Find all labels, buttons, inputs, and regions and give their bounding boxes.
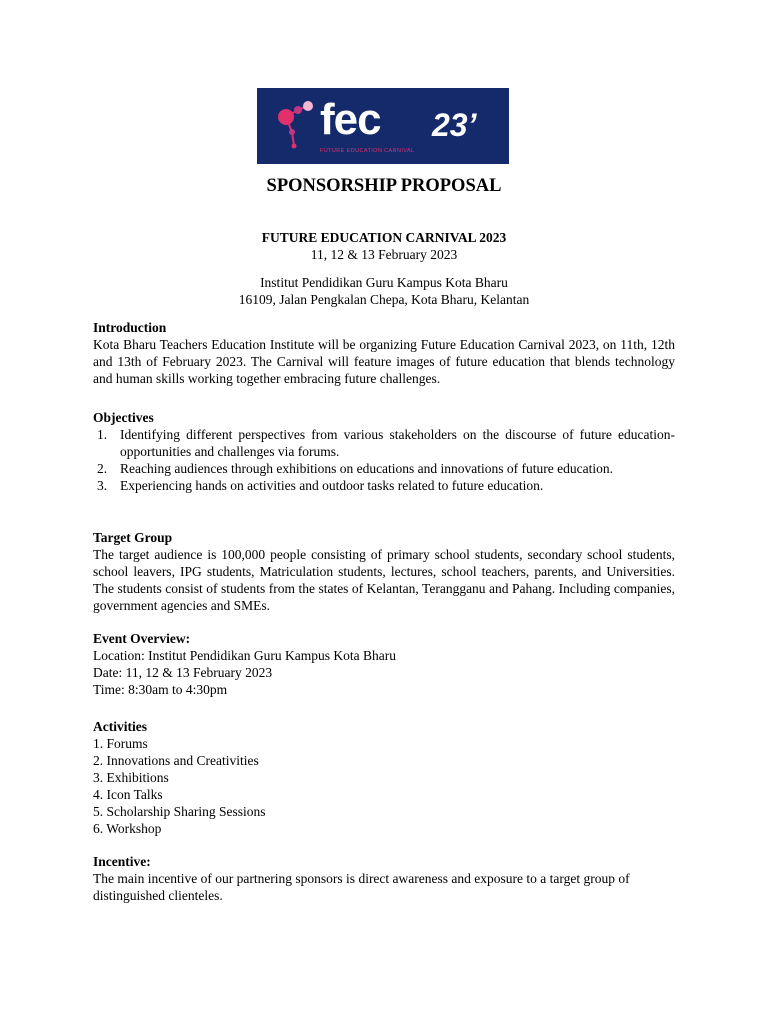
- target-group-text: The target audience is 100,000 people consisting of primary school students, secondary school students, school leavers, IPG students, Matriculation students, lectures, school teachers, parents, and Universities. The students consist of students from the states of Kelantan, Terangganu and Pahang. Including companies, government agencies and SMEs.: [93, 547, 675, 613]
- list-text: Identifying different perspectives from various stakeholders on the discourse of future education-opportunities and challenges via forums.: [120, 427, 675, 459]
- objectives-section: [93, 409, 675, 494]
- introduction-heading: Introduction: [93, 320, 167, 335]
- logo-year: 23’: [432, 107, 477, 143]
- list-item: 4. Icon Talks: [93, 787, 163, 802]
- logo-wordmark: fec: [320, 95, 381, 144]
- event-dates: 11, 12 & 13 February 2023: [310, 247, 458, 262]
- activities-section: [93, 718, 675, 837]
- venue-line-2: 16109, Jalan Pengkalan Chepa, Kota Bharu, Kelantan: [238, 292, 530, 307]
- activities-heading: Activities: [93, 719, 147, 734]
- fec-logo: [257, 88, 509, 164]
- incentive-text: The main incentive of our partnering sponsors is direct awareness and exposure to a target group of distinguished clienteles.: [93, 871, 630, 903]
- list-item: 3. Exhibitions: [93, 770, 169, 785]
- list-text: Experiencing hands on activities and outdoor tasks related to future education.: [120, 478, 544, 493]
- incentive-section: [93, 853, 658, 904]
- list-text: Reaching audiences through exhibitions on educations and innovations of future education.: [120, 461, 614, 476]
- event-time: Time: 8:30am to 4:30pm: [93, 682, 228, 697]
- event-location: Location: Institut Pendidikan Guru Kampus Kota Bharu: [93, 648, 396, 663]
- objectives-heading: Objectives: [93, 410, 154, 425]
- venue-line-1: Institut Pendidikan Guru Kampus Kota Bharu: [260, 275, 508, 290]
- target-group-heading: Target Group: [93, 530, 173, 545]
- list-number: 1.: [97, 427, 108, 442]
- list-item: 2. Innovations and Creativities: [93, 753, 259, 768]
- target-group-section: [93, 529, 675, 614]
- list-item: [93, 477, 675, 494]
- introduction-text: Kota Bharu Teachers Education Institute will be organizing Future Education Carnival 2023, on 11th, 12th and 13th of February 2023. The Carnival will feature images of future education that blends technology and human skills working together embracing future challenges.: [93, 337, 675, 386]
- event-overview-heading: Event Overview:: [93, 631, 191, 646]
- objectives-list: [93, 426, 675, 494]
- logo-tagline: FUTURE EDUCATION CARNIVAL: [320, 148, 415, 154]
- list-item: [93, 460, 675, 477]
- list-number: 2.: [97, 461, 108, 476]
- list-item: [93, 426, 675, 460]
- list-item: 5. Scholarship Sharing Sessions: [93, 804, 266, 819]
- list-item: 1. Forums: [93, 736, 148, 751]
- event-name: FUTURE EDUCATION CARNIVAL 2023: [261, 230, 507, 245]
- page-title: SPONSORSHIP PROPOSAL: [266, 176, 502, 196]
- event-date: Date: 11, 12 & 13 February 2023: [93, 665, 273, 680]
- list-item: 6. Workshop: [93, 821, 162, 836]
- introduction-section: [93, 319, 675, 387]
- event-overview-section: [93, 630, 675, 698]
- list-number: 3.: [97, 478, 108, 493]
- incentive-heading: Incentive:: [93, 854, 151, 869]
